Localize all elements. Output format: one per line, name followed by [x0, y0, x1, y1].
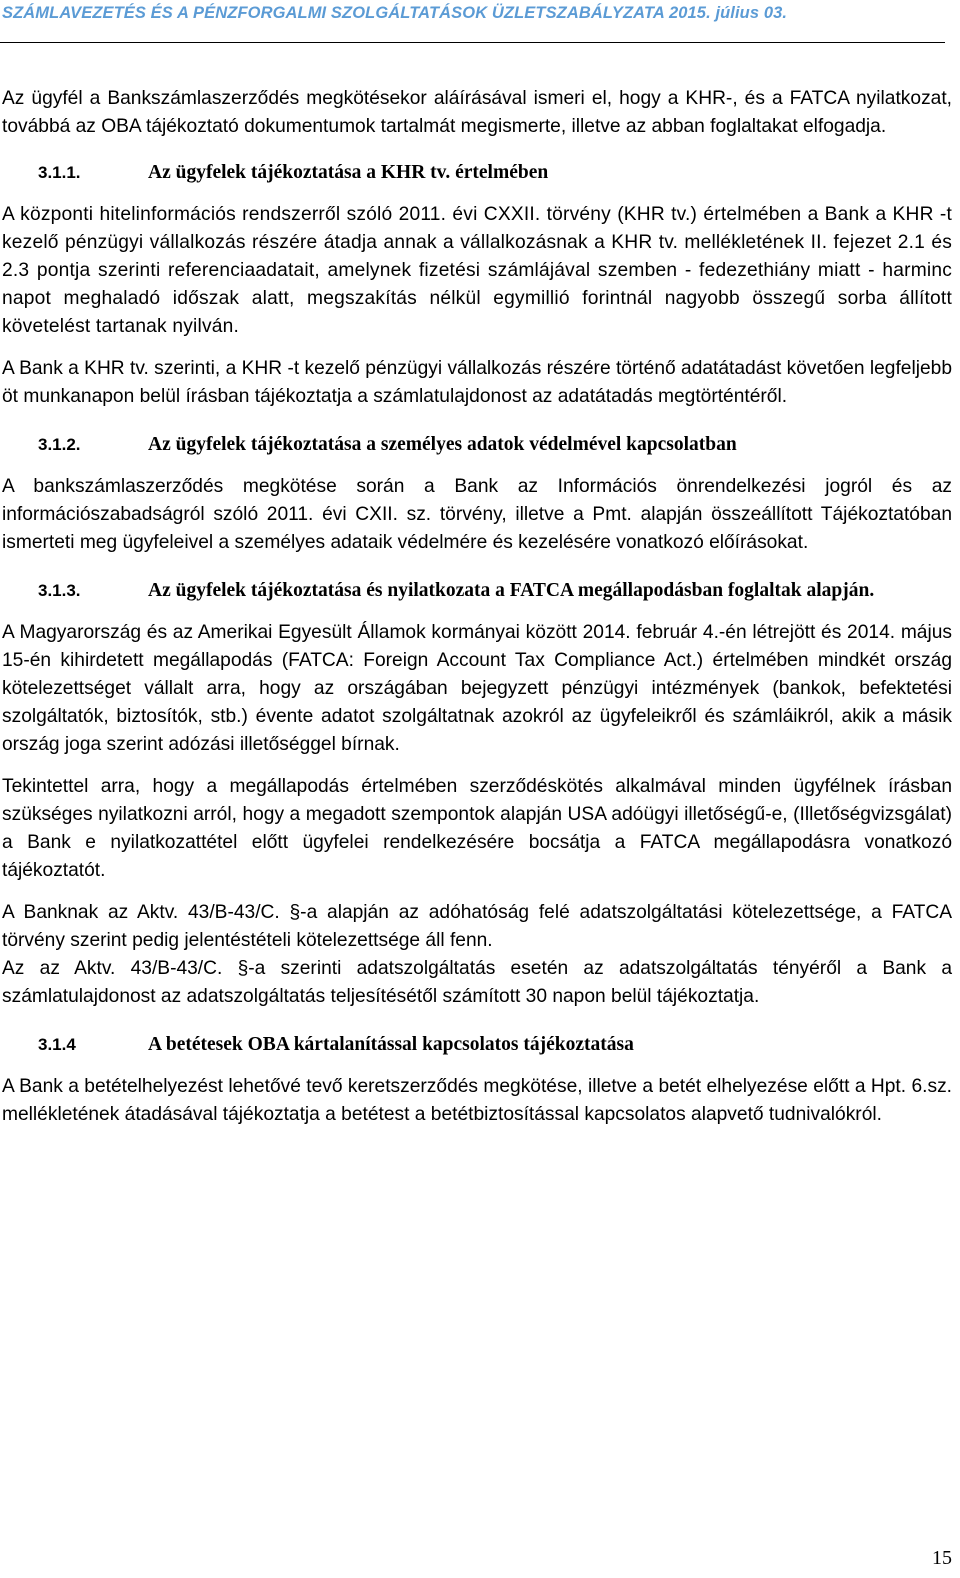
section-title: Az ügyfelek tájékoztatása és nyilatkozata a FATCA megállapodásban foglaltak alapján. — [148, 580, 875, 601]
paragraph-oba: A Bank a betételhelyezést lehetővé tevő keretszerződés megkötése, illetve a betét elhelyezése előtt a Hpt. 6.sz. mellékletének átadásával tájékoztatja a betétest a betétbiztosítással kapcsolatos alapvető tudnivalókról. — [2, 1076, 952, 1125]
section-title: Az ügyfelek tájékoztatása a KHR tv. értelmében — [148, 162, 549, 183]
section-heading-3-1-1 — [2, 159, 952, 187]
paragraph-fatca-declaration: Tekintettel arra, hogy a megállapodás értelmében szerződéskötés alkalmával minden ügyfélnek írásban szükséges nyilatkozni arról, hogy a megadott szempontok alapján USA adóügyi illetőségű-e, (Illetőségvizsgálat) a Bank e nyilatkozattétel előtt ügyfelei rendelkezésére bocsátja a FATCA megállapodásra vonatkozó tájékoztatót. — [2, 776, 952, 881]
section-heading-3-1-3 — [2, 577, 952, 605]
document-body — [2, 85, 952, 1129]
paragraph-khr: A központi hitelinformációs rendszerről szóló 2011. évi CXXII. törvény (KHR tv.) értelmében a Bank a KHR -t kezelő pénzügyi vállalkozás részére átadja annak a vállalkozásnak a KHR tv. mellékletének II. fejezet 2.1 és 2.3 pontja szerinti referenciaadatait, amelynek fizetési számlájával szemben - fedezethiány miatt - harminc napot meghaladó időszak alatt, megszakítás nélkül egymillió forintnál nagyobb összegű sorba állított követelést tartanak nyilván. — [2, 204, 952, 337]
paragraph-aktv-obligation: A Banknak az Aktv. 43/B-43/C. §-a alapján az adóhatóság felé adatszolgáltatási kötelezettsége, a FATCA törvény szerint pedig jelentéstételi kötelezettsége áll fenn. — [2, 902, 952, 951]
page-header — [0, 2, 945, 43]
paragraph-khr-notice: A Bank a KHR tv. szerinti, a KHR -t kezelő pénzügyi vállalkozás részére történő adatátadást követően legfeljebb öt munkanapon belül írásban tájékoztatja a számlatulajdonost az adatátadás megtörténtéről. — [2, 358, 952, 407]
section-number: 3.1.1. — [38, 163, 81, 182]
paragraph-fatca-agreement: A Magyarország és az Amerikai Egyesült Államok kormányai között 2014. február 4.-én létrejött és 2014. május 15-én kihirdetett megállapodás (FATCA: Foreign Account Tax Compliance Act.) értelmében mindkét ország kötelezettséget vállalt arra, hogy az országában bejegyzett pénzügyi intézmények (bankok, befektetési szolgáltatók, biztosítók, stb.) évente adatot szolgáltatnak azokról az ügyfeleikről és számláikról, akik a másik ország joga szerint adózási illetőséggel bírnak. — [2, 622, 952, 755]
section-title: A betétesek OBA kártalanítással kapcsolatos tájékoztatása — [148, 1034, 634, 1055]
paragraph-aktv-notice: Az az Aktv. 43/B-43/C. §-a szerinti adatszolgáltatás esetén az adatszolgáltatás tényéről a Bank a számlatulajdonost az adatszolgáltatás teljesítésétől számított 30 napon belül tájékoztatja. — [2, 958, 952, 1007]
section-number: 3.1.4 — [38, 1035, 76, 1054]
paragraph-acceptance: Az ügyfél a Bankszámlaszerződés megkötésekor aláírásával ismeri el, hogy a KHR-, és a FATCA nyilatkozat, továbbá az OBA tájékoztató dokumentumok tartalmát megismerte, illetve az abban foglaltakat elfogadja. — [2, 88, 952, 137]
section-number: 3.1.2. — [38, 435, 81, 454]
paragraph-data-protection: A bankszámlaszerződés megkötése során a Bank az Információs önrendelkezési jogról és az információszabadságról szóló 2011. évi CXII. sz. törvény, illetve a Pmt. alapján összeállított Tájékoztatóban ismerteti meg ügyfeleivel a személyes adataik védelmére és kezelésére vonatkozó előírásokat. — [2, 476, 952, 553]
section-heading-3-1-2 — [2, 431, 952, 459]
section-heading-3-1-4 — [2, 1031, 952, 1059]
header-title: SZÁMLAVEZETÉS ÉS A PÉNZFORGALMI SZOLGÁLTATÁSOK ÜZLETSZABÁLYZATA 2015. július 03. — [2, 4, 788, 22]
page-number: 15 — [932, 1547, 952, 1569]
section-number: 3.1.3. — [38, 581, 81, 600]
section-title: Az ügyfelek tájékoztatása a személyes adatok védelmével kapcsolatban — [148, 434, 737, 455]
